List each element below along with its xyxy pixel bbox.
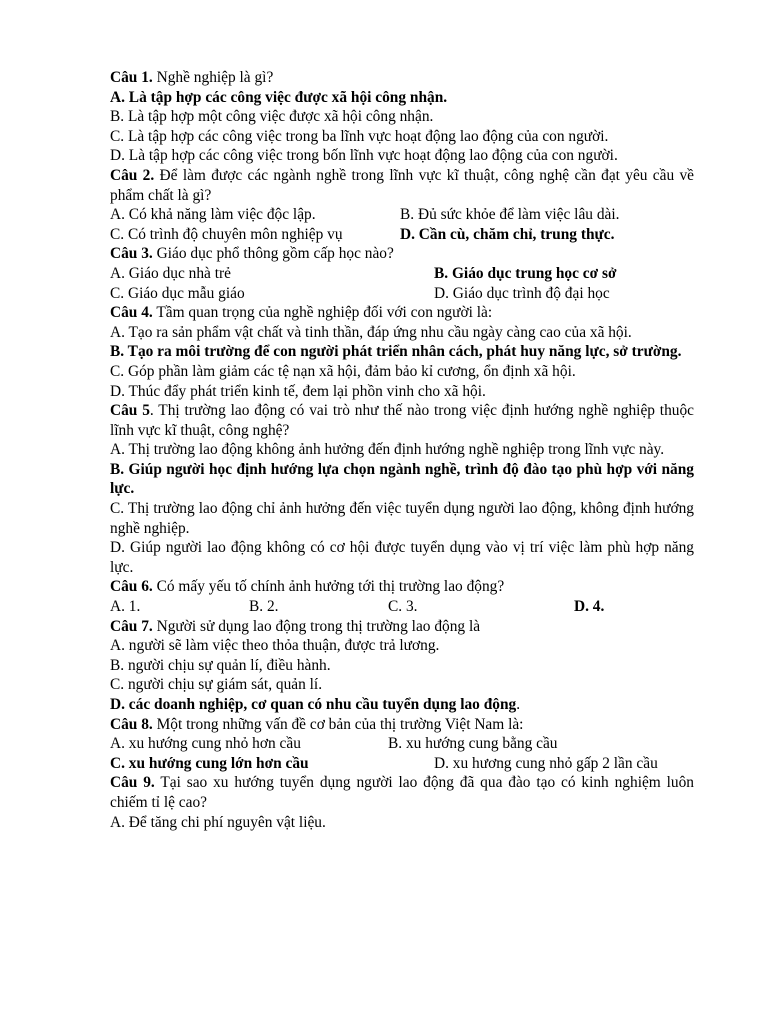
question-6 bbox=[110, 577, 694, 597]
question-3 bbox=[110, 244, 694, 264]
q3-option-a: A. Giáo dục nhà trẻ bbox=[110, 264, 231, 282]
q5-option-c: C. Thị trường lao động chỉ ảnh hưởng đến việc tuyển dụng người lao động, không định hướng nghề nghiệp. bbox=[110, 500, 694, 537]
question-2 bbox=[110, 166, 694, 205]
q6-options-row bbox=[110, 597, 694, 617]
q7-option-d-text: D. các doanh nghiệp, cơ quan có nhu cầu tuyển dụng lao động bbox=[110, 696, 517, 713]
question-9 bbox=[110, 773, 694, 812]
q8-options-row-1 bbox=[110, 734, 694, 754]
q8-option-d-text: D. xu hương cung nhỏ gấp 2 lần cầu bbox=[434, 754, 658, 772]
question-number: Câu 2. bbox=[110, 166, 155, 184]
q2-option-c: C. Có trình độ chuyên môn nghiệp vụ bbox=[110, 225, 343, 243]
question-number: Câu 4. bbox=[110, 304, 153, 322]
q7-option-d bbox=[110, 695, 694, 715]
q6-option-d: D. 4. bbox=[574, 598, 605, 616]
q1-option-a: A. Là tập hợp các công việc được xã hội công nhận. bbox=[110, 88, 448, 106]
q8-option-a: A. xu hướng cung nhỏ hơn cầu bbox=[110, 735, 301, 753]
q3-options-row-2 bbox=[110, 284, 694, 304]
question-number: Câu 7. bbox=[110, 617, 153, 635]
question-text: Nghề nghiệp là gì? bbox=[152, 69, 274, 86]
q9-option-a: A. Để tăng chi phí nguyên vật liệu. bbox=[110, 813, 326, 831]
question-number: Câu 8. bbox=[110, 715, 153, 733]
question-4 bbox=[110, 303, 694, 323]
q3-option-c: C. Giáo dục mẫu giáo bbox=[110, 284, 245, 302]
q7-option-b: B. người chịu sự quản lí, điều hành. bbox=[110, 656, 331, 674]
question-8 bbox=[110, 715, 694, 735]
q3-option-b: B. Giáo dục trung học cơ sở bbox=[434, 264, 617, 282]
q3-options-row-1 bbox=[110, 264, 694, 284]
q2-option-a: A. Có khả năng làm việc độc lập. bbox=[110, 206, 316, 224]
q1-option-d: D. Là tập hợp các công việc trong bốn lĩnh vực hoạt động lao động của con người. bbox=[110, 147, 618, 165]
q7-option-c: C. người chịu sự giám sát, quản lí. bbox=[110, 676, 323, 694]
q5-option-a: A. Thị trường lao động không ảnh hưởng đến định hướng nghề nghiệp trong lĩnh vực này. bbox=[110, 441, 665, 459]
q4-option-c: C. Góp phần làm giảm các tệ nạn xã hội, đảm bảo kỉ cương, ổn định xã hội. bbox=[110, 362, 576, 380]
q3-option-d: D. Giáo dục trình độ đại học bbox=[434, 284, 610, 302]
quiz-document bbox=[110, 68, 694, 832]
q2-options-row-2 bbox=[110, 225, 694, 245]
question-number: Câu 3. bbox=[110, 245, 153, 263]
question-text: Tầm quan trọng của nghề nghiệp đối với con người là: bbox=[152, 304, 493, 322]
q8-option-c: C. xu hướng cung lớn hơn cầu bbox=[110, 754, 309, 772]
q1-option-b: B. Là tập hợp một công việc được xã hội công nhận. bbox=[110, 108, 434, 126]
question-number: Câu 5 bbox=[110, 402, 150, 420]
q4-option-d: D. Thúc đẩy phát triển kinh tế, đem lại phồn vinh cho xã hội. bbox=[110, 382, 486, 400]
question-5 bbox=[110, 401, 694, 440]
q4-option-b: B. Tạo ra môi trường để con người phát triển nhân cách, phát huy năng lực, sở trường. bbox=[110, 343, 682, 361]
q7-option-d-end: . bbox=[516, 696, 521, 713]
question-text: Có mấy yếu tố chính ảnh hưởng tới thị trường lao động? bbox=[152, 578, 505, 596]
q6-option-b: B. 2. bbox=[249, 598, 279, 616]
question-7 bbox=[110, 617, 694, 637]
question-number: Câu 1. bbox=[110, 69, 153, 86]
q2-options-row-1 bbox=[110, 205, 694, 225]
q6-option-c: C. 3. bbox=[388, 598, 418, 616]
q5-option-d: D. Giúp người lao động không có cơ hội được tuyển dụng vào vị trí việc làm phù hợp năng lực. bbox=[110, 539, 694, 576]
q2-option-b: B. Đủ sức khỏe để làm việc lâu dài. bbox=[400, 206, 620, 224]
question-1 bbox=[110, 68, 694, 88]
question-text: . Thị trường lao động có vai trò như thế nào trong việc định hướng nghề nghiệp thuộc lĩnh vực kĩ thuật, công nghệ? bbox=[110, 402, 695, 439]
q1-option-c: C. Là tập hợp các công việc trong ba lĩnh vực hoạt động lao động của con người. bbox=[110, 127, 609, 145]
question-text: Giáo dục phổ thông gồm cấp học nào? bbox=[152, 245, 394, 263]
question-number: Câu 9. bbox=[110, 774, 155, 792]
q4-option-a: A. Tạo ra sản phẩm vật chất và tinh thần, đáp ứng nhu cầu ngày càng cao của xã hội. bbox=[110, 323, 632, 341]
question-number: Câu 6. bbox=[110, 578, 153, 596]
question-text: Người sử dụng lao động trong thị trường lao động là bbox=[152, 617, 481, 635]
q8-option-b: B. xu hướng cung bằng cầu bbox=[388, 735, 558, 753]
question-text: Để làm được các ngành nghề trong lĩnh vực kĩ thuật, công nghệ cần đạt yêu cầu về phẩm chất là gì? bbox=[110, 166, 694, 204]
question-text: Một trong những vấn đề cơ bản của thị trường Việt Nam là: bbox=[152, 715, 524, 733]
q6-option-a: A. 1. bbox=[110, 598, 141, 616]
question-text: Tại sao xu hướng tuyển dụng người lao động đã qua đào tạo có kinh nghiệm luôn chiếm tỉ lệ cao? bbox=[110, 774, 694, 811]
q5-option-b: B. Giúp người học định hướng lựa chọn ngành nghề, trình độ đào tạo phù hợp với năng lực. bbox=[110, 460, 694, 498]
q2-option-d: D. Cần cù, chăm chỉ, trung thực. bbox=[400, 225, 615, 243]
q7-option-a: A. người sẽ làm việc theo thỏa thuận, được trả lương. bbox=[110, 637, 440, 655]
